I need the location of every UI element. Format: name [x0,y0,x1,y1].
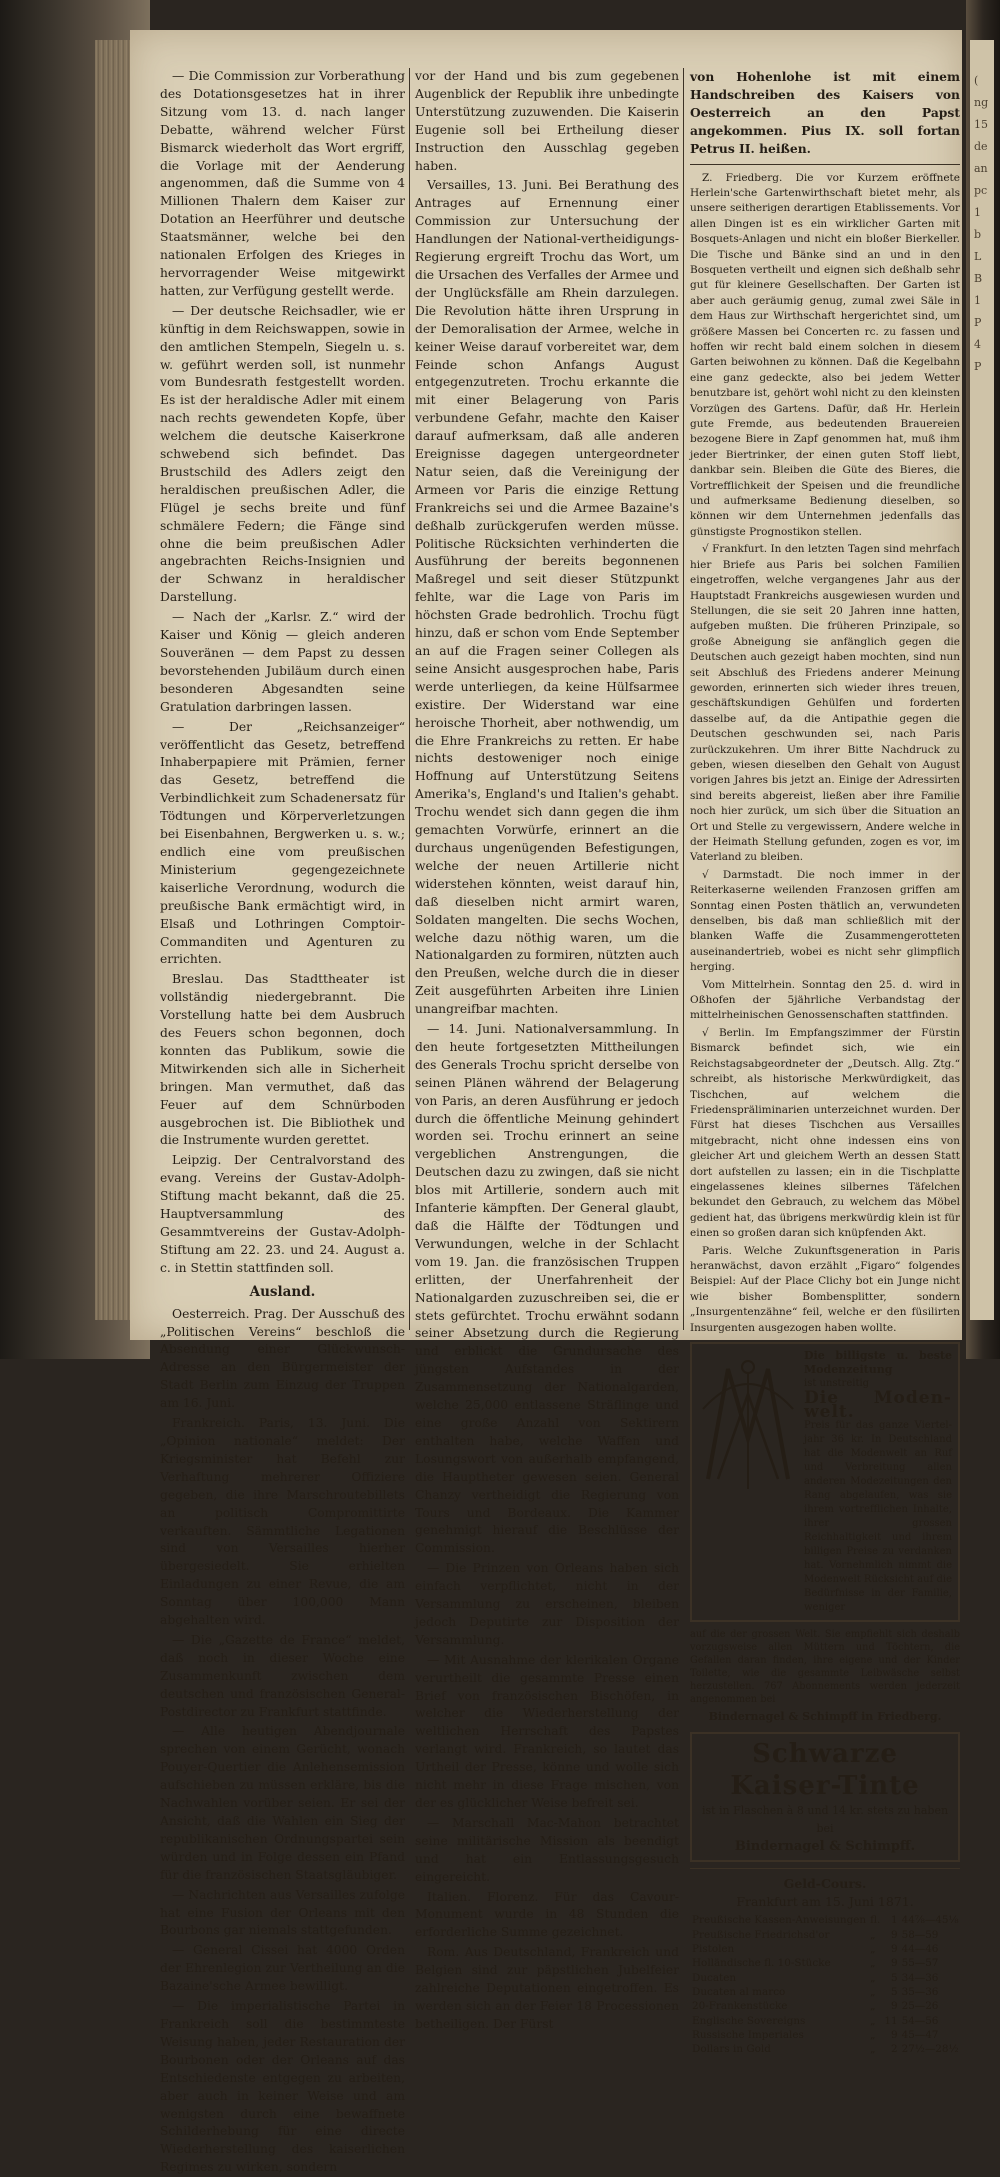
article-orleans: — Die Prinzen von Orleans haben sich einfach verpflichtet, nicht in der Versammlung zu erscheinen, bleiben jedoch Deputirte zur Disposition der Versammlung. [415,1561,679,1647]
advertisement-tinte [690,1732,960,1862]
currency-unit: fl. [870,1914,881,1927]
fragment: 15 [974,118,988,131]
article-berlin: √ Berlin. Im Empfangszimmer der Fürstin Bismarck befindet sich, wie ein Reichstagsabgeordneter der „Deutsch. Allg. Ztg.“ schreibt, als historische Merkwürdigkeit, das Tischchen, auf welchem die Friedenspräliminarien unterzeichnet wurden. Der Fürst hat dieses Tischchen aus Versailles mitgebracht, nicht ohne indessen eins von gleicher Art und gleichem Werth an dessen Statt dort aufstellen zu lassen; ein in die Tischplatte eingelassenes kleines silbernes Täfelchen bekundet den Gebrauch, zu welchem das Möbel gedient hat, das übrigens merkwürdig klein ist für einen so großen daran sich knüpfenden Akt. [690,1026,960,1240]
table-row [690,1999,961,2013]
fragment: L [974,250,982,263]
currency-name: Ducaten al marco [692,1985,786,1998]
currency-value: 9 [890,2028,898,2041]
table-row [690,1985,961,1999]
column-rule [409,68,410,1330]
article-paris: Paris. Welche Zukunftsgeneration in Paris heranwächst, davon erzählt „Figaro“ folgendes Beispiel: Auf der Place Clichy bot ein Junge nicht wie bisher Bombensplitter, sondern „Insurgentenzähne“ feil, welche er den füsilirten Insurgenten ausgezogen haben wollte. [690,1244,960,1334]
column-2 [415,68,679,2031]
currency-unit: „ [870,2000,876,2013]
article-oesterreich: Oesterreich. Prag. Der Ausschuß des „Politischen Vereins“ beschloß die Absendung einer Glückwunsch-Adresse an den Bürgermeister der Stadt Berlin zum Einzug der Truppen am 16. Juni. [160,1306,405,1411]
geld-cours [690,1875,960,2057]
fragment: ng [974,96,989,109]
ad-headline: Die billigste u. beste Modenzeitung [804,1349,952,1376]
table-row [690,1928,961,1942]
ad-footer: auf die der grossen Welt. Sie empfiehlt sich deshalb vorzugsweise allen Müttern und Töchtern, die Gefallen daran finden, ihre eigene und der Kinder Toilette, wie die gesammte Leibwäsche selbst herzustellen. 767 Abonnements werden jederzeit angenommen bei [690,1629,960,1705]
article-jubilaeum: — Nach der „Karlsr. Z.“ wird der Kaiser und König — gleich anderen Souveränen — dem Papst zu dessen bevorstehenden Jubiläum durch einen besonderen Abgesandten seine Gratulation darbringen lassen. [160,610,405,714]
currency-value: 1 [890,1914,898,1927]
article-breslau: Breslau. Das Stadttheater ist vollständig niedergebrannt. Die Vorstellung hatte bei dem Ausbruch des Feuers schon begonnen, doch konnten das Publikum, sowie die Mitwirkenden sich alle in Sicherheit bringen. Man vermuthet, daß das Feuer auf dem Schnürboden ausgebrochen ist. Die Bibliothek und die Instrumente wurden gerettet. [160,972,405,1148]
currency-unit: „ [870,2043,876,2056]
currency-range: 25—26 [901,2000,939,2013]
ad-brand: Die Moden-welt. [804,1388,952,1422]
currency-name: Englische Sovereigns [692,2014,806,2027]
article-hohenlohe: von Hohenlohe ist mit einem Handschreiben des Kaisers von Oesterreich an den Papst angekommen. Pius IX. soll fortan Petrus II. heißen. [690,69,960,156]
article-nationalversammlung: — 14. Juni. Nationalversammlung. In den heute fortgesetzten Mittheilungen des Generals Trochu spricht derselbe von seinen Plänen während der Belagerung von Paris, an deren Ausführung er jedoch durch die öffentliche Meinung gehindert worden sei. Trochu erinnert an seine vergeblichen Anstrengungen, die Deutschen dazu zu zwingen, daß sie nicht blos mit Artillerie, sondern auch mit Infanterie kämpften. Der General glaubt, daß die Hälfte der Tödtungen und Verwundungen, welche in der Schlacht vom 19. Jan. die französischen Truppen erlitten, der Unerfahrenheit der Nationalgarden zuzuschreiben sei, die er stets gefürchtet. Trochu erwähnt sodann seiner Absetzung durch die Regierung und erblickt die Grundursache des jüngsten Aufstandes in der Zusammensetzung der Nationalgarden, welche 25,000 entlassene Sträflinge und eine große Anzahl von Sektirern enthalten habe, welche Waffen und Losungswort von außerhalb empfangend, die Hauptheter gewesen seien. General Chanzy vertheidigt die Regierung von Tours und Bordeaux. Die Kammer genehmigt hierauf die Beschlüsse der Commission. [415,1022,679,1556]
table-row [690,1971,961,1985]
currency-unit: „ [870,1985,876,1998]
article-frankfurt: √ Frankfurt. In den letzten Tagen sind mehrfach hier Briefe aus Paris bei solchen Familien eingetroffen, welche vergangenes Jahr aus der Hauptstadt Frankreichs ausgewiesen wurden und Stellungen, die sie seit 20 Jahren inne hatten, aufgeben mußten. Die früheren Prinzipale, so große Abneigung sie anfänglich gegen die Deutschen auch gezeigt haben mochten, sind nun seit Abschluß des Friedens anderer Meinung geworden, erinnerten sich wieder ihres treuen, geschäftskundigen Gehülfen und forderten dasselbe auf, da die Antipathie gegen die Deutschen geschwunden sei, nach Paris zurückzukehren. Um ihrer Bitte Nachdruck zu geben, wiesen dieselben den Gehalt von August vorigen Jahres bis jetzt an. Einige der Adressirten sind bereits abgereist, ließen aber ihre Familie noch hier zurück, um sich über die Situation an Ort und Stelle zu vergewissern, Andere welche in der Heimath Stellung gefunden, zogen es vor, im Vaterland zu bleiben. [690,543,960,864]
article-italien: Italien. Florenz. Für das Cavour-Monument wurde in 48 Stunden die erforderliche Summe gezeichnet. [415,1889,679,1940]
ad-firm: Bindernagel & Schimpff in Friedberg. [708,1710,942,1723]
currency-value: 11 [884,2014,898,2027]
currency-value: 5 [890,1971,898,1984]
currency-range: 44⅞—45⅛ [901,1914,959,1927]
currency-value: 5 [890,1985,898,1998]
table-row [690,2028,961,2042]
currency-unit: „ [870,1971,876,1984]
fragment: de [974,140,988,153]
table-row [690,2014,961,2028]
article-imperialisten: — Die imperialistische Partei in Frankreich soll die bestimmteste Weisung haben, jeder Restauration der Bourbonen oder der Orleans auf das Entschiedenste entgegen zu arbeiten, aber auch in keiner Weise und am wenigsten durch eine bewaffnete Schilderhebung für eine directe Wiederherstellung des kaiserlichen Regimes zu wirken, sondern [160,1999,405,2175]
article-versailles: Versailles, 13. Juni. Bei Berathung des Antrages auf Ernennung einer Commission zur Untersuchung der Handlungen der National-vertheidigungs-Regierung ergreift Trochu das Wort, um die Ursachen des Verfalles der Armee und der Unglücksfälle am Rhein darzulegen. Die Revolution hätte ihren Ursprung in der Demoralisation der Armee, welche in keiner Weise darauf vorbereitet war, dem Feinde schon Anfangs August entgegenzutreten. Trochu erkannte die mit einer Belagerung von Paris verbundene Gefahr, machte den Kaiser darauf aufmerksam, daß alle anderen Ereignisse dagegen untergeordneter Natur seien, daß die Vereinigung der Armeen vor Paris die einzige Rettung Frankreichs sei und die Armee Bazaine's deßhalb zurückgerufen werden müsse. Politische Rücksichten verhinderten die Ausführung der bereits begonnenen Maßregel und seit dieser Stützpunkt fehlte, war die Lage von Paris im höchsten Grade bedrohlich. Trochu fügt hinzu, daß er schon vom Ende September an auf die Fragen seiner Collegen als seine Ansicht ausgesprochen habe, Paris werde unterliegen, da keine Hülfsarmee existire. Der Widerstand war eine heroische Thorheit, aber nothwendig, um die Ehre Frankreichs zu retten. Er habe nichts destoweniger noch einige Hoffnung auf Unterstützung Seitens Amerika's, England's und Italien's gehabt. Trochu wendet sich dann gegen die ihm gemachten Vorwürfe, erinnert an die durchaus ungenügenden Befestigungen, welche der neuen Artillerie nicht widerstehen könnten, weist darauf hin, daß dieselben nicht armirt waren, Soldaten mangelten. Die sechs Wochen, welche dazu nöthig waren, um die Nationalgarden zu formiren, nützten auch den Preußen, welche durch die in dieser Zeit ausgeführten Arbeiten ihre Linien unangreifbar machten. [415,178,679,1017]
currency-name: Russische Imperiales [692,2028,804,2041]
currency-value: 9 [890,1928,898,1941]
fragment: P [974,316,982,329]
fragment: B [974,272,983,285]
divider [690,164,960,165]
section-heading-ausland: Ausland. [249,1283,316,1300]
next-page-fragment [970,40,994,1320]
currency-name: Dollars in Gold [692,2043,771,2056]
article-reichsadler: — Der deutsche Reichsadler, wie er künftig in dem Reichswappen, sowie in den amtlichen Stempeln, Siegeln u. s. w. geführt werden soll, ist nunmehr vom Bundesrath festgestellt worden. Es ist der heraldische Adler mit einem nach rechts gewendeten Kopfe, über welchem die deutsche Kaiserkrone schwebend sich befindet. Das Brustschild des Adlers zeigt den heraldischen preußischen Adler, die Flügel je sechs breite und fünf schmälere Federn; die Fänge sind ohne die beim preußischen Adler angebrachten Reichs-Insignien und der Schwanz in heraldischer Darstellung. [160,303,405,605]
tinte-title: Schwarze Kaiser-Tinte [730,1738,920,1801]
article-gazette: — Die „Gazette de France“ meldet, daß noch in dieser Woche eine Zusammenkunft zwischen dem deutschen und französischen General-Postdirector zu Frankfurt stattfinde. [160,1632,405,1719]
fragment: 4 [974,338,981,351]
currency-unit: „ [870,1928,876,1941]
currency-range: 58—59 [901,1928,939,1941]
article-macmahon: — Marschall Mac-Mahon betrachtet seine militärische Mission als beendigt und hat ein Entlassungsgesuch eingereicht. [415,1815,679,1884]
fragment: ( [974,74,979,87]
currency-name: Ducaten [692,1971,737,1984]
article-rom: Rom. Aus Deutschland, Frankreich und Belgien sind zur päpstlichen Jubelfeier zahlreiche Deputationen eingetroffen. Es werden sich an der Feier 18 Processionen betheiligen. Der Fürst [415,1945,679,2031]
divider [690,1868,960,1869]
fragment: 1 [974,206,981,219]
article-darmstadt: √ Darmstadt. Die noch immer in der Reiterkaserne weilenden Franzosen griffen am Sonntag einen Posten thätlich an, verwundeten denselben, bis daß man schließlich mit der blanken Waffe die Zusammengerotteten auseinandertrieb, wobei es nicht sehr glimpflich herging. [690,868,960,974]
article-fusion: — Nachrichten aus Versailles zufolge hat eine Fusion der Orleans mit den Bourbons gar niemals stattgefunden. [160,1887,405,1938]
currency-range: 34—36 [901,1971,939,1984]
currency-range: 45—47 [901,2028,939,2041]
article-presse: — Mit Ausnahme der klerikalen Organe verurtheilt die gesammte Presse einen Brief von französischen Bischöfen, in welcher die Wiederherstellung der weltlichen Herrschaft des Papstes verlangt wird. Frankreich, so lautet das Urtheil der Presse, könne und wolle sich nicht mehr in diese Frage mischen, von der es glücklicher Weise befreit sei. [415,1652,679,1810]
ad-lead: ist unstreitig [804,1378,870,1389]
article-friedberg: Z. Friedberg. Die vor Kurzem eröffnete Herlein'sche Gartenwirthschaft bietet mehr, als unsere seitherigen derartigen Etablissements. Vor allen Dingen ist es ein wirklicher Garten mit Bosquets-Anlagen und nicht ein bloßer Bierkeller. Die Tische und Bänke sind an und in den Bosqueten vertheilt und eignen sich deßhalb sehr gut für kleinere Gesellschaften. Der Garten ist aber auch geräumig genug, zumal zwei Säle in dem Haus zur Wirthschaft hergerichtet sind, um größere Massen bei Concerten rc. zu fassen und hoffen wir recht bald einem solchen in diesem Garten beiwohnen zu können. Daß die Kegelbahn eine ganz gedeckte, also bei jedem Wetter benutzbare ist, gehört wohl nicht zu den kleinsten Vorzügen des Gartens. Dafür, daß Hr. Herlein gute Fremde, aus bedeutenden Brauereien bezogene Biere in Zapf genommen hat, muß ihm jeder Biertrinker, der einen guten Stoff liebt, dankbar sein. Bleiben die Güte des Bieres, die Vortrefflichkeit der Speisen und die freundliche und aufmerksame Bedienung dieselben, so können wir dem Unternehmen jedenfalls das günstigste Prognostikon stellen. [690,171,960,538]
currency-range: 27½—28½ [901,2043,959,2056]
currency-value: 9 [890,1957,898,1970]
currency-unit: „ [870,1957,876,1970]
table-row [690,1942,961,1956]
table-row [690,1956,961,1970]
tinte-firm: Bindernagel & Schimpff. [734,1838,916,1854]
modenwelt-monogram-icon [698,1349,798,1494]
currency-unit: „ [870,2014,876,2027]
currency-name: Preußische Friedrichsd'or [692,1928,830,1941]
geld-cours-place: Frankfurt am 15. Juni 1871. [736,1893,914,1909]
article-ehrenlegion: — General Cissei hat 4000 Orden der Ehrenlegion zur Vertheilung an die Bazaine'sche Armee bewilligt. [160,1943,405,1994]
currency-unit: „ [870,1943,876,1956]
currency-name: Holländische fl. 10-Stücke [692,1957,831,1970]
advertisement-modenwelt [690,1342,960,1726]
tinte-subtitle: ist in Flaschen à 8 und 14 kr. stets zu haben bei [701,1803,949,1835]
fragment: pc [974,184,988,197]
article-reichsanzeiger: — Der „Reichsanzeiger“ veröffentlicht das Gesetz, betreffend Inhaberpapiere mit Prämien, ferner das Gesetz, betreffend die Verbindlichkeit zum Schadenersatz für Tödtungen und Körperverletzungen bei Eisenbahnen, Bergwerken u. s. w.; endlich eine vom preußischen Ministerium gegengezeichnete kaiserliche Verordnung, wodurch die preußische Bank ermächtigt wird, in Elsaß und Lothringen Comptoir-Commanditen und Agenturen zu errichten. [160,719,405,967]
geld-cours-table [690,1913,961,2056]
article-continuation: vor der Hand und bis zum gegebenen Augenblick der Republik ihre unbedingte Unterstützung zuzuwenden. Die Kaiserin Eugenie soll bei Ertheilung dieser Instruction den Ausschlag gegeben haben. [415,69,679,173]
currency-range: 35—36 [901,1985,939,1998]
currency-unit: „ [870,2028,876,2041]
fragment: an [974,162,988,175]
currency-name: 20-Frankenstücke [692,2000,788,2013]
geld-cours-title: Geld-Cours. [783,1875,867,1891]
currency-value: 9 [890,1943,898,1956]
newspaper-page [130,30,962,2175]
currency-name: Pistolen [692,1943,735,1956]
column-1 [160,68,405,2175]
ad-body: Preis für das ganze Viertel-jahr 36 kr. In Deutschland hat die Modenwelt an Ruf und Verbreitung allen anderen Modezeitungen den Rang abgelaufen, was sie ihrem vortrefflichen Inhalte, ihrer grossen Reichhaltigkeit und ihrem billigen Preise zu verdanken hat. Vornehmlich nimmt die Modenwelt Rücksicht auf die Bedürfnisse in der Familie, weniger [804,1420,952,1613]
fragment: P [974,360,982,373]
article-leipzig: Leipzig. Der Centralvorstand des evang. Vereins der Gustav-Adolph-Stiftung macht bekannt, daß die 25. Hauptversammlung des Gesammtvereins der Gustav-Adolph-Stiftung am 22. 23. und 24. August a. c. in Stettin stattfinden soll. [160,1153,405,1275]
currency-range: 55—57 [901,1957,939,1970]
currency-range: 44—46 [901,1943,939,1956]
currency-value: 2 [890,2043,898,2056]
column-rule [683,68,684,1330]
table-row [690,1913,961,1927]
article-abendjournale: — Alle heutigen Abendjournale sprechen von einem Gerücht, wonach Pouyer-Quertier die Anlehensemission aufschieben zu müssen erkläre, bis die Nachwahlen vorüber seien. Er sei der Ansicht, daß die Wahlen ein Sieg der republikanischen Ordnungspartei sein würden und in Folge dessen ein Pfand für die französischen Staatsgläubiger. [160,1724,405,1882]
currency-name: Preußische Kassen-Anweisungen [692,1914,867,1927]
currency-value: 9 [890,2000,898,2013]
currency-range: 54—56 [901,2014,939,2027]
fragment: b [974,228,982,241]
column-3 [690,68,960,2056]
article-dotation: — Die Commission zur Vorberathung des Dotationsgesetzes hat in ihrer Sitzung vom 13. d. nach langer Debatte, während welcher Fürst Bismarck wiederholt das Wort ergriff, die Vorlage mit der Aenderung angenommen, daß die Summe von 4 Millionen Thalern dem Kaiser zur Dotation an Heerführer und deutsche Staatsmänner, welche bei den nationalen Erfolgen des Krieges in hervorragender Weise mitgewirkt hatten, zur Verfügung gestellt werde. [160,69,405,298]
article-mittelrhein: Vom Mittelrhein. Sonntag den 25. d. wird in Oßhofen der 5jährliche Verbandstag der mittelrheinischen Genossenschaften stattfinden. [690,978,960,1022]
article-frankreich: Frankreich. Paris, 13. Juni. Die „Opinion nationale“ meldet: Der Kriegsminister hat Befehl zur Verhaftung mehrerer Offiziere gegeben, die ihre Marschroutebillets an politisch Compromittirte verkauften. Sämmtliche Legationen sind von Versailles hierher übergesiedelt. Sie erhielten Einladungen zu einer Revue, die am Sonntag über 100,000 Mann abgehalten wird. [160,1416,405,1628]
fragment: 1 [974,294,981,307]
table-row [690,2042,961,2056]
